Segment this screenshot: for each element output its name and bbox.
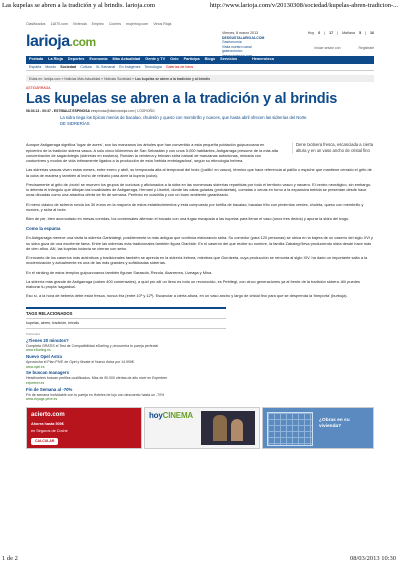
breadcrumb-item-home[interactable]: larioja.com xyxy=(44,76,61,81)
gastro-line1: Visita nuestro canal xyxy=(222,44,252,49)
blueprint-image xyxy=(267,412,313,446)
ad-title[interactable]: Nuevo Opel Astra xyxy=(26,354,62,360)
article-paragraph: Precisamente al grito de ¡txotx! se mueven los grupos de curiosos y aficionados a la sidra en las numerosas sidrerías repartidas por todo el territorio vasco y navarro. El centro neurálgico, sin embargo, lo detenta el triángulo que dibujan las localidades de Astigarraga, Hernani y Usúrbil, donde las catas guiadas (probaketak), comidas o cenas en torno a la expansiva bebida se presentan desde hace unas décadas como una atractiva oferta de fin de semana. Perfecto en cuadrilla y con un buen ambiente garantizado. xyxy=(26,181,372,198)
ad-text: Completa GRATIS el Test de Compatibilidad eDarling y ¡encuentra tu pareja perfecta! xyxy=(26,343,159,348)
tags-list[interactable]: kupelas, abren, tradición, brindis xyxy=(26,319,226,329)
breadcrumb-prefix: Estás en: xyxy=(29,76,44,81)
article-standfirst: La sidra riega los típicos menús de bacalao, chuletón y queso con membrillo y nueces, que hasta abril ofrecen las sidrerías del Norte DE SIDRERÍAS xyxy=(60,115,307,126)
article-paragraph: En Astigarraga merece una visita la sidrería Gartziategi, posiblemente la más antigua que continúa elaborando sidra. Su comedor (para 120 personas) se ubica en la bajera de un caserío del siglo XVI y su sidra goza de una excelente fama. Entre las sidrerías más tradicionales también figura Oiarbide. En el caserón del que recibe su nombre, la familia Zabalegi lleva produciendo sidra desde hace más de cien años. Allí, las kupelas todavía se cierran con sebo. xyxy=(26,235,373,251)
gastro-site: desgustalarioja.com xyxy=(222,53,253,58)
ad-title[interactable]: ¿Tienes 20 minutos? xyxy=(26,337,69,343)
top-links xyxy=(26,22,374,28)
article-pullquote: Dene txotxera fresca, escanciada a cierta altura y en un vaso ancho de cristal fino xyxy=(292,142,374,153)
ad-item[interactable] xyxy=(26,370,236,385)
subnav-xl-semanal[interactable]: XL Semanal xyxy=(95,64,116,69)
toplink-empleo[interactable]: Empleo xyxy=(91,22,104,26)
print-footer xyxy=(0,554,400,564)
nav-gente-tv[interactable]: Gente y TV xyxy=(145,57,166,62)
weather-today-min: 6 xyxy=(318,31,321,35)
banner-row xyxy=(26,407,374,449)
nav-la-rioja[interactable]: La Rioja xyxy=(48,57,63,62)
ad-text: Fin de semana inolvidable con tu pareja en Hoteles de lujo con descuento hasta un -70% xyxy=(26,392,165,397)
breadcrumb: Estás en: larioja.com » Noticias Más Actualidad » Noticias Sociedad » Las kupelas se abren a la tradición y al brindis xyxy=(26,75,374,82)
ad-title[interactable]: Se buscan managers xyxy=(26,370,69,376)
acierto-line2: en Seguros de Coche xyxy=(31,428,68,433)
webpage xyxy=(26,22,374,449)
gastronomy-promo[interactable] xyxy=(222,36,282,58)
sub-nav xyxy=(26,64,374,71)
subnav-galerias[interactable]: Galerías de fotos xyxy=(165,64,194,69)
hoy-cinema-logo: hoyCINEMA xyxy=(149,410,193,420)
acierto-logo: acierto.com xyxy=(31,411,65,418)
byline-email[interactable]: eespinosa@diariolarioja.com | LOGROÑO. xyxy=(90,108,156,113)
obras-text: ¿Obras en su vivienda? xyxy=(319,417,350,429)
article-headline: Las kupelas se abren a la tradición y al brindis xyxy=(26,90,338,107)
dateline: Viernes, 8 marzo 2013 xyxy=(222,31,259,35)
breadcrumb-item-sociedad[interactable]: Noticias Sociedad xyxy=(104,76,132,81)
article-section: ASTIGARRAGA xyxy=(26,86,51,90)
article-byline xyxy=(26,109,374,114)
article-body xyxy=(26,142,374,298)
toplink-coches[interactable]: Coches xyxy=(108,22,121,26)
toplink-vinos[interactable]: Vinos Rioja xyxy=(153,22,172,26)
ad-text: Headhunters buscan perfiles cualificados. Más de 90.000 ofertas de alto nivel en Experteer xyxy=(26,376,168,381)
ad-url[interactable]: www.voyage-prive.es xyxy=(26,397,58,402)
ad-item[interactable] xyxy=(26,387,236,402)
session-links xyxy=(314,46,374,51)
article-paragraph: Las sidrerías vascas viven estos meses, entre enero y abril, su temporada alta al tempranal del txotx ('palillo' en vasco), término que hace referencia al palillo o espiche que mantiene cerrado el grifo de la cuba de madera y también al lecho de retirarlo para abrir la kupela (cuba). xyxy=(26,167,372,178)
banner-hoy-cinema[interactable] xyxy=(144,407,260,449)
article-paragraph: La sidrería más grande de Astigarraga (caben 400 comensales), a quid pro allí un lleno es todo un reconocido, es Petritegi, con cinco generaciones ya al frente de la tradición sidrera. Allí puedes elaborar tu propia 'sagardoa'. xyxy=(26,278,360,290)
weather-tomorrow-min: 5 xyxy=(359,31,362,35)
article-paragraph: Eso sí, a la hora de beberla debe estar fresca, nunca fría (entre 10º y 12º). Escanciar a cierta altura, en un vaso ancho y largo de cristal fino para que se desprenda la 'bimporta' (burbuja). xyxy=(26,293,348,299)
print-header xyxy=(0,0,400,12)
site-logo[interactable]: larioja.com xyxy=(26,33,96,50)
ad-item[interactable] xyxy=(26,338,236,353)
register-link[interactable]: Registrate xyxy=(358,46,374,50)
article-subhead: Como la espuma xyxy=(26,225,61,231)
ads-label: Publicidad xyxy=(26,332,40,337)
weather-tomorrow-max: 16 xyxy=(370,31,374,35)
subnav-mundo[interactable]: Mundo xyxy=(45,64,57,69)
nav-hemeroteca[interactable]: Hemeroteca xyxy=(252,57,274,62)
tags-title: TAGS RELACIONADOS xyxy=(26,309,226,320)
ad-item[interactable] xyxy=(26,354,236,369)
weather-widget[interactable]: Hoy 6 | 17 | Mañana 5 | 16 xyxy=(307,31,374,35)
print-page-number: 1 de 2 xyxy=(2,555,18,562)
breadcrumb-item-actualidad[interactable]: Noticias Más Actualidad xyxy=(64,76,101,81)
acierto-line1: Ahorra hasta 500€ xyxy=(31,421,64,426)
ad-title[interactable]: Fin de Semana al -70% xyxy=(26,386,73,392)
nav-participa[interactable]: Participa xyxy=(183,57,200,62)
gastro-title: DESGUSTALARIOJA.COM xyxy=(222,36,265,40)
nav-portada[interactable]: Portada xyxy=(29,57,44,62)
related-tags xyxy=(26,307,226,330)
login-link[interactable]: Iniciar sesión con xyxy=(314,46,341,50)
acierto-cta-button[interactable]: CALCULAR xyxy=(31,438,58,445)
banner-obras[interactable] xyxy=(262,407,374,449)
nav-ocio[interactable]: Ocio xyxy=(170,57,179,62)
ad-url[interactable]: www.opel.es xyxy=(26,364,45,369)
weather-tomorrow-label: Mañana xyxy=(342,31,356,35)
subnav-cultura[interactable]: Cultura xyxy=(80,64,92,69)
article-paragraph: El menú clásico de sidrería ronda los 30 euros en la mayoría de estos establecimientos y está compuesto por tortilla de bacalao, bacalao frito con pimientos verdes, chuleta, queso con membrillo y nueces, y sidra al txotx. xyxy=(26,201,364,212)
article-paragraph: El encanto de los caseríos más auténticos y tradicionales también se aprecia en la sidrería Iretxea, mientras que Gurutzeta, cuya producción se remonta al siglo XIV, ha dado un importante salto a la modernización y actualmente es una de las más grandes y sofisticadas sidrerías. xyxy=(26,255,368,266)
byline-author: ESTIBALIZ ESPINOSA xyxy=(53,108,90,113)
poster-figure xyxy=(231,419,243,441)
toplink-11870[interactable]: 11870.com xyxy=(50,22,68,26)
breadcrumb-current: Las kupelas se abren a la tradición y al brindis xyxy=(134,76,210,81)
byline-date: 08.03.13 - 00:37 - xyxy=(26,108,53,113)
nav-deportes[interactable]: Deportes xyxy=(67,57,85,62)
print-datetime: 08/03/2013 10:30 xyxy=(349,555,396,562)
nav-economia[interactable]: Economía xyxy=(89,57,108,62)
movie-poster-image xyxy=(201,411,255,445)
banner-acierto[interactable] xyxy=(26,407,142,449)
toplink-mujerhoy[interactable]: mujerhoy.com xyxy=(126,22,149,26)
gastro-subtitle: Gastronomía xyxy=(222,40,242,45)
subnav-sociedad[interactable]: Sociedad xyxy=(60,64,77,69)
weather-today-max: 17 xyxy=(329,31,334,35)
ad-url[interactable]: experteer.es xyxy=(26,380,45,385)
weather-today-label: Hoy xyxy=(307,31,315,35)
print-url: http://www.larioja.com/v/20130308/sociedad/kupelas-abren-tradicion-... xyxy=(209,2,398,9)
poster-figure xyxy=(213,415,227,441)
ad-url[interactable]: www.eDarling.es xyxy=(26,348,51,353)
subnav-en-imagenes[interactable]: En Imágenes xyxy=(119,64,141,69)
toplink-vivienda[interactable]: Vivienda xyxy=(72,22,87,26)
ad-text: Aprovecha el Plan PIVE de Opel y llévate el Nuevo Astra por 14.990€. xyxy=(26,359,135,364)
toplink-clasificados[interactable]: Clasificados xyxy=(26,22,46,26)
subnav-tecnologia[interactable]: Tecnología xyxy=(144,64,162,69)
gastro-line2: gastronómico xyxy=(222,49,243,54)
article-paragraph: Aunque Astigarraga significa 'lugar de acres', son los manzanos los árboles que han convertido a esta pequeña población guipuzcoana en epicentro de la tradición sidrera vasca. A sólo cinco kilómetros de San Sebastián y con unos 5.000 habitantes, Astigarraga presume de la más alta concentración de sagardotegis (sidrerías en euskera). Rondan la veintena y brindan sidra natural de manzanas autóctonas, mimada con costumbres y modos de vida íntimamente ligados a la producción de esta 'bebida embriagadora', según su etimología hebrea. xyxy=(26,142,278,164)
nav-servicios[interactable]: Servicios xyxy=(220,57,238,62)
nav-blogs[interactable]: Blogs xyxy=(204,57,216,62)
nav-mas-actualidad[interactable]: Más Actualidad xyxy=(112,57,141,62)
article-paragraph: En el ránking de estos templos guipuzcoanos también figuran Sarasola, Rezola, Akarrenea, Lizeaga y Mina. xyxy=(26,269,213,275)
subnav-espana[interactable]: España xyxy=(29,64,42,69)
masthead xyxy=(26,29,374,58)
article-paragraph: Bien de pie, bien acomodado en mesas corridas, los comensales alternan el bocado con una fugaz escapada a las kupelas para llenar el vaso (unos tres dedos) y apurar la sidra del trago. xyxy=(26,216,350,222)
print-page-title: Las kupelas se abren a la tradición y al brindis. larioja.com xyxy=(2,2,156,9)
